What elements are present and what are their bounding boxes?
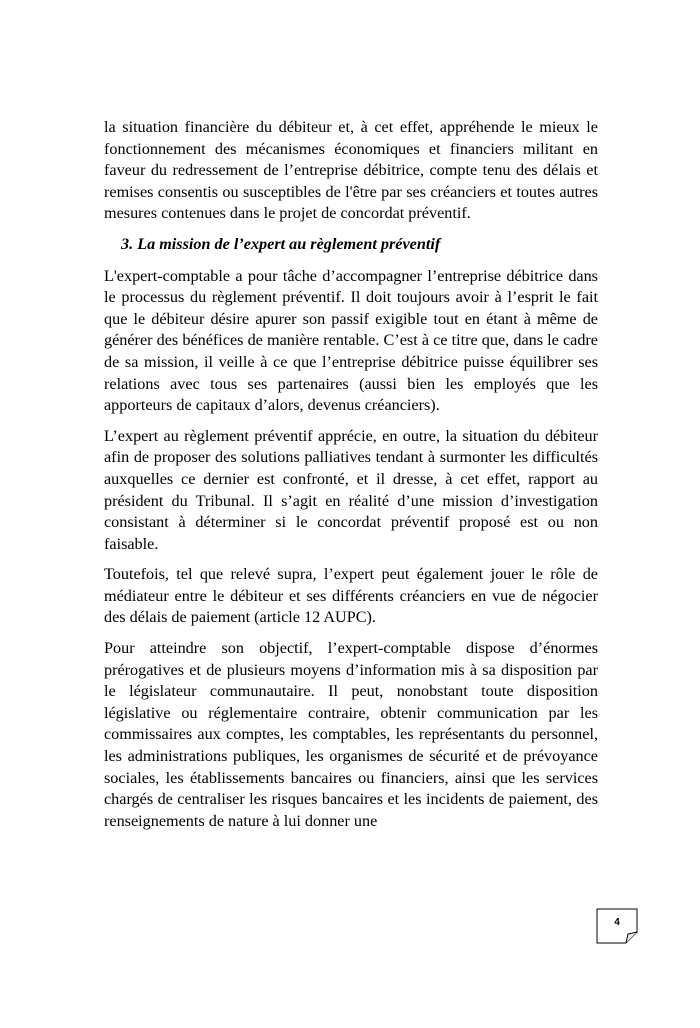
paragraph-5: Pour atteindre son objectif, l’expert-comptable dispose d’énormes prérogatives et de plusieurs moyens d’information mis à sa disposition par le législateur communautaire. Il peut, nonobstant toute disposition législative ou réglementaire contraire, obtenir communication par les commissaires aux comptes, les comptables, les représentants du personnel, les administrations publiques, les organismes de sécurité et de prévoyance sociales, les établissements bancaires ou financiers, ainsi que les services chargés de centraliser les risques bancaires et les incidents de paiement, des renseignements de nature à lui donner une: [104, 639, 598, 830]
section-heading: 3. La mission de l’expert au règlement préventif: [121, 234, 441, 253]
paragraph-1: la situation financière du débiteur et, à cet effet, appréhende le mieux le fonctionnement des mécanismes économiques et financiers militant en faveur du redressement de l’entreprise débitrice, compte tenu des délais et remises consentis ou susceptibles de l'être par ses créanciers et toutes autres mesures contenues dans le projet de concordat préventif.: [104, 118, 598, 223]
page-number: 4: [614, 917, 620, 928]
paragraph-2: L'expert-comptable a pour tâche d’accompagner l’entreprise débitrice dans le processus du règlement préventif. Il doit toujours avoir à l’esprit le fait que le débiteur désire apurer son passif exigible tout en étant à même de générer des bénéfices de manière rentable. C’est à ce titre que, dans le cadre de sa mission, il veille à ce que l’entreprise débitrice puisse équilibrer ses relations avec tous ses partenaires (aussi bien les employés que les apporteurs de capitaux d’alors, devenus créanciers).: [104, 266, 598, 415]
paragraph-4: Toutefois, tel que relevé supra, l’expert peut également jouer le rôle de médiateur entre le débiteur et ses différents créanciers en vue de négocier des délais de paiement (article 12 AUPC).: [104, 565, 598, 627]
text-column: [104, 117, 598, 841]
page-number-box: [596, 908, 636, 942]
paragraph-3: L’expert au règlement préventif apprécie, en outre, la situation du débiteur afin de proposer des solutions palliatives tendant à surmonter les difficultés auxquelles ce dernier est confronté, et il dresse, à cet effet, rapport au président du Tribunal. Il s’agit en réalité d’une mission d’investigation consistant à déterminer si le concordat préventif proposé est ou non faisable.: [104, 426, 598, 553]
